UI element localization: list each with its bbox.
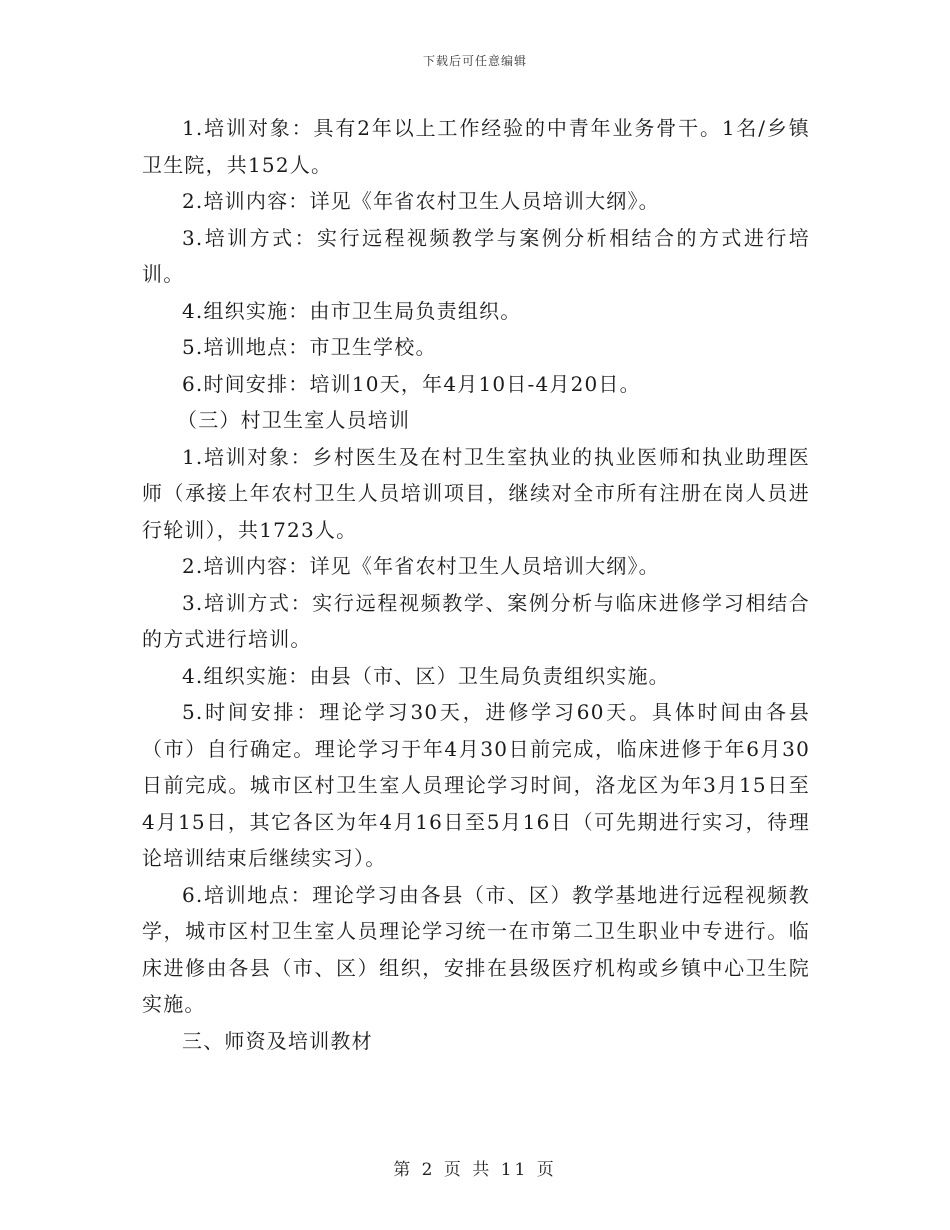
paragraph-content-township: 2.培训内容：详见《年省农村卫生人员培训大纲》。 bbox=[182, 189, 660, 213]
paragraph-content-village: 2.培训内容：详见《年省农村卫生人员培训大纲》。 bbox=[182, 554, 660, 578]
page-header: 下载后可任意编辑 bbox=[422, 54, 527, 68]
paragraph-method-village: 3.培训方式：实行远程视频教学、案例分析与临床进修学习相结合的方式进行培训。 bbox=[142, 590, 810, 651]
section-heading-village-clinic: （三）村卫生室人员培训 bbox=[177, 408, 411, 432]
document-body bbox=[142, 110, 810, 1059]
paragraph-organization-village: 4.组织实施：由县（市、区）卫生局负责组织实施。 bbox=[182, 663, 670, 688]
paragraph-schedule-township: 6.时间安排：培训10天，年4月10日-4月20日。 bbox=[182, 371, 641, 396]
section-heading-faculty-materials: 三、师资及培训教材 bbox=[182, 1028, 373, 1053]
paragraph-schedule-village: 5.时间安排：理论学习30天，进修学习60天。具体时间由各县（市）自行确定。理论学习于年4月30日前完成，临床进修于年6月30日前完成。城市区村卫生室人员理论学习时间，洛龙区为年3月15日至4月15日，其它各区为年4月16日至5月16日（可先期进行实习，待理论培训结束后继续实习）。 bbox=[142, 700, 810, 870]
paragraph-location-township: 5.培训地点：市卫生学校。 bbox=[182, 335, 437, 359]
paragraph-trainee-township: 1.培训对象：具有2年以上工作经验的中青年业务骨干。1名/乡镇卫生院，共152人。 bbox=[142, 116, 810, 177]
paragraph-organization-township: 4.组织实施：由市卫生局负责组织。 bbox=[182, 298, 522, 323]
paragraph-location-village: 6.培训地点：理论学习由各县（市、区）教学基地进行远程视频教学，城市区村卫生室人员理论学习统一在市第二卫生职业中专进行。临床进修由各县（市、区）组织，安排在县级医疗机构或乡镇中心卫生院实施。 bbox=[142, 882, 810, 1016]
page-number-footer: 第 2 页 共 11 页 bbox=[393, 1160, 557, 1180]
paragraph-trainee-village: 1.培训对象：乡村医生及在村卫生室执业的执业医师和执业助理医师（承接上年农村卫生人员培训项目，继续对全市所有注册在岗人员进行轮训），共1723人。 bbox=[142, 444, 810, 542]
paragraph-method-township: 3.培训方式：实行远程视频教学与案例分析相结合的方式进行培训。 bbox=[142, 225, 810, 286]
